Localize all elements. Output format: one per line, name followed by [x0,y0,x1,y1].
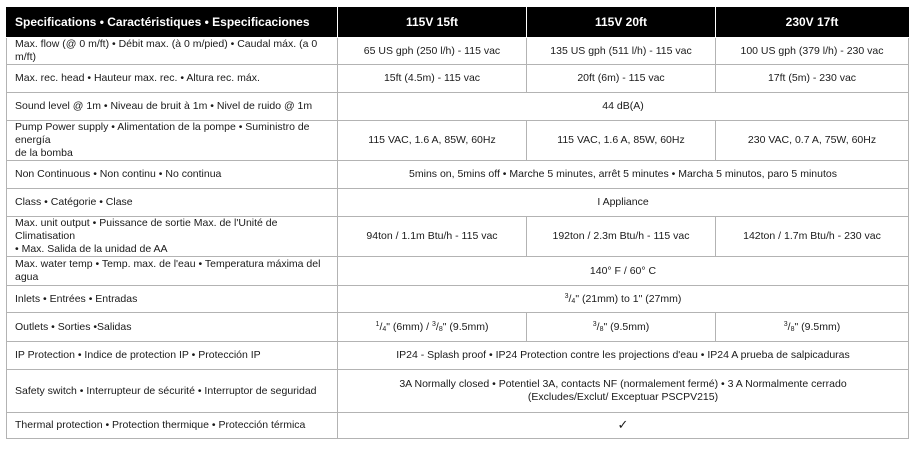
value-max-head-15ft: 15ft (4.5m) - 115 vac [338,65,527,93]
value-power-17ft: 230 VAC, 0.7 A, 75W, 60Hz [716,121,909,161]
label-inlets: Inlets • Entrées • Entradas [7,286,338,313]
label-power-supply [7,121,338,161]
header-230v-17ft: 230V 17ft [716,8,909,38]
spec-table-container [6,7,908,439]
value-non-continuous: 5mins on, 5mins off • Marche 5 minutes, arrêt 5 minutes • Marcha 5 minutos, paro 5 minutos [338,161,909,189]
label-power-supply-line1: Pump Power supply • Alimentation de la pompe • Suministro de energía [15,121,310,146]
row-unit-output [7,217,909,257]
value-unit-output-15ft: 94ton / 1.1m Btu/h - 115 vac [338,217,527,257]
specifications-table [6,7,909,439]
row-sound-level [7,93,909,121]
label-non-continuous: Non Continuous • Non continu • No continua [7,161,338,189]
row-ip-protection [7,342,909,370]
row-max-flow [7,38,909,65]
label-unit-output-line1: Max. unit output • Puissance de sortie Max. de l'Unité de Climatisation [15,217,278,242]
safety-switch-line2: (Excludes/Exclut/ Exceptuar PSCPV215) [527,391,719,403]
row-outlets [7,313,909,342]
outlets-17ft-frac-num: 3 [783,321,788,328]
row-thermal-protection [7,413,909,439]
value-safety-switch [338,370,909,413]
value-thermal-protection [338,413,909,439]
label-sound-level: Sound level @ 1m • Niveau de bruit à 1m • Nivel de ruido @ 1m [7,93,338,121]
safety-switch-line1: 3A Normally closed • Potentiel 3A, contacts NF (normalement fermé) • 3 A Normalmente cerrado [399,378,847,390]
value-water-temp: 140° F / 60° C [338,257,909,286]
value-outlets-20ft: $^3$/8" (9.5mm) [527,313,716,342]
value-max-head-20ft: 20ft (6m) - 115 vac [527,65,716,93]
outlets-17ft-rest: " (9.5mm) [794,321,841,333]
label-max-flow: Max. flow (@ 0 m/ft) • Débit max. (à 0 m/pied) • Caudal máx. (a 0 m/ft) [7,38,338,65]
checkmark-icon: ✓ [617,417,629,432]
label-safety-switch: Safety switch • Interrupteur de sécurité • Interruptor de seguridad [7,370,338,413]
row-max-head [7,65,909,93]
value-inlets: $^3$/4" (21mm) to 1" (27mm) [338,286,909,313]
outlets-17ft-frac-den: 8 [790,326,795,333]
outlets-20ft-rest: " (9.5mm) [603,321,650,333]
label-max-head: Max. rec. head • Hauteur max. rec. • Altura rec. máx. [7,65,338,93]
outlets-15ft-frac1-den: 4 [382,326,387,333]
outlets-20ft-frac-den: 8 [599,326,604,333]
inlets-fraction-denominator: 4 [571,298,576,305]
value-max-flow-20ft: 135 US gph (511 l/h) - 115 vac [527,38,716,65]
header-row [7,8,909,38]
value-ip-protection: IP24 - Splash proof • IP24 Protection contre les projections d'eau • IP24 A prueba de salpicaduras [338,342,909,370]
row-class [7,189,909,217]
row-power-supply [7,121,909,161]
label-ip-protection: IP Protection • Indice de protection IP • Protección IP [7,342,338,370]
outlets-15ft-rest: " (9.5mm) [442,321,489,333]
label-water-temp: Max. water temp • Temp. max. de l'eau • Temperatura máxima del agua [7,257,338,286]
outlets-15ft-frac2-num: 3 [432,321,436,328]
value-unit-output-17ft: 142ton / 1.7m Btu/h - 230 vac [716,217,909,257]
row-inlets [7,286,909,313]
header-115v-20ft: 115V 20ft [527,8,716,38]
value-class: I Appliance [338,189,909,217]
value-outlets-15ft: $^1$/4" (6mm) / $^3$/8" (9.5mm) [338,313,527,342]
outlets-15ft-frac2-den: 8 [438,326,443,333]
inlets-value-text: " (21mm) to 1" (27mm) [575,293,682,305]
value-unit-output-20ft: 192ton / 2.3m Btu/h - 115 vac [527,217,716,257]
row-water-temp [7,257,909,286]
value-power-15ft: 115 VAC, 1.6 A, 85W, 60Hz [338,121,527,161]
label-outlets: Outlets • Sorties •Salidas [7,313,338,342]
label-thermal-protection: Thermal protection • Protection thermique • Protección térmica [7,413,338,439]
outlets-20ft-frac-num: 3 [592,321,597,328]
inlets-fraction-numerator: 3 [564,293,569,300]
label-class: Class • Catégorie • Clase [7,189,338,217]
header-115v-15ft: 115V 15ft [338,8,527,38]
outlets-15ft-mid: " (6mm) / [386,321,432,333]
value-max-flow-17ft: 100 US gph (379 l/h) - 230 vac [716,38,909,65]
value-outlets-17ft: $^3$/8" (9.5mm) [716,313,909,342]
value-max-flow-15ft: 65 US gph (250 l/h) - 115 vac [338,38,527,65]
label-unit-output-line2: • Max. Salida de la unidad de AA [15,243,168,255]
value-sound-level: 44 dB(A) [338,93,909,121]
label-unit-output [7,217,338,257]
value-max-head-17ft: 17ft (5m) - 230 vac [716,65,909,93]
row-safety-switch [7,370,909,413]
header-specifications: Specifications • Caractéristiques • Especificaciones [7,8,338,38]
row-non-continuous [7,161,909,189]
outlets-15ft-frac1-num: 1 [375,321,380,328]
value-power-20ft: 115 VAC, 1.6 A, 85W, 60Hz [527,121,716,161]
label-power-supply-line2: de la bomba [15,147,73,159]
